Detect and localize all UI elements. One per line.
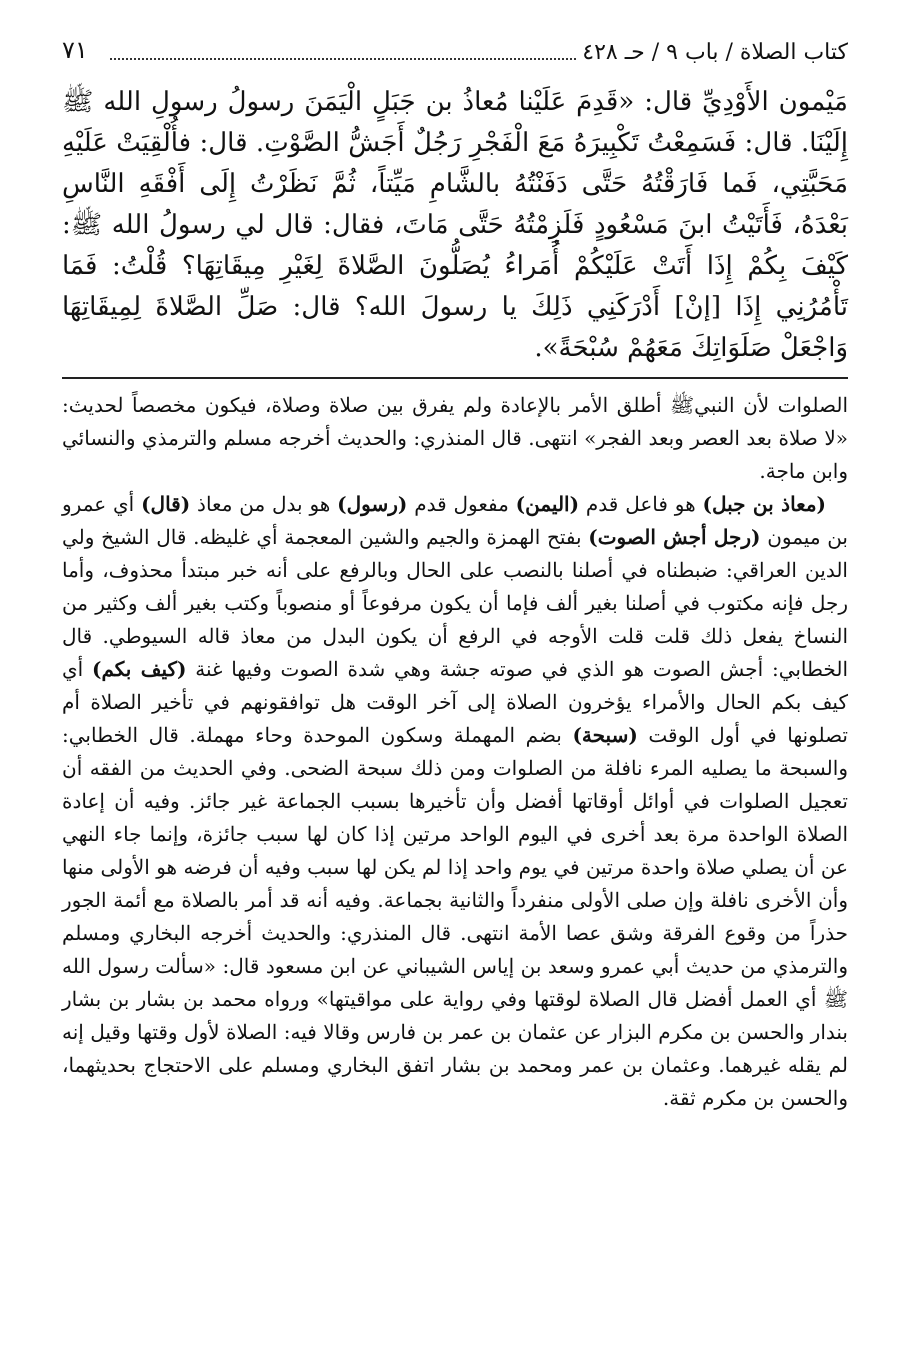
commentary bbox=[62, 389, 848, 1115]
commentary-paragraph bbox=[62, 389, 848, 488]
page-number: ٧١ bbox=[62, 36, 88, 64]
commentary-term: (رجل أجش الصوت) bbox=[588, 525, 761, 549]
hadith-paragraph: مَيْمون الأَوْدِيِّ قال: «قَدِمَ عَلَيْنا مُعاذُ بن جَبَلٍ الْيَمَنَ رسولُ رسولِ الله ﷺ إِلَيْنَا. قال: فَسَمِعْتُ تَكْبِيرَهُ مَعَ الْفَجْرِ رَجُلٌ أَجَشُّ الصَّوْتِ. قال: فأُلْقِيَتْ عَلَيْهِ مَحَبَّتِي، فَما فَارَقْتُهُ حَتَّى دَفَنْتُهُ بالشَّامِ مَيِّتاً، ثُمَّ نَظَرْتُ إِلَى أَفْقَهِ النَّاسِ بَعْدَهُ، فَأَتَيْتُ ابنَ مَسْعُودٍ فَلَزِمْتُهُ حَتَّى مَاتَ، فقال: قال لي رسولُ الله ﷺ: كَيْفَ بِكُمْ إِذَا أَتَتْ عَلَيْكُمْ أُمَراءُ يُصَلُّونَ الصَّلاةَ لِغَيْرِ مِيقَاتِهَا؟ قُلْتُ: فَمَا تَأْمُرُنِي إِذَا [إنْ] أَدْرَكَنِي ذَلِكَ يا رسولَ الله؟ قال: صَلِّ الصَّلاةَ لِمِيقَاتِهَا وَاجْعَلْ صَلَوَاتِكَ مَعَهُمْ سُبْحَةً». bbox=[62, 87, 848, 363]
commentary-text: أي عمرو بن ميمون bbox=[62, 492, 848, 549]
commentary-term: (كيف بكم) bbox=[91, 657, 187, 681]
running-header bbox=[62, 28, 848, 68]
commentary-text: أي كيف بكم الحال والأمراء يؤخرون الصلاة إلى آخر الوقت هل توافقونهم في تأخير الصلاة أم تصلونها في أول الوقت bbox=[62, 657, 848, 747]
commentary-term: (رسول) bbox=[337, 492, 408, 516]
commentary-text: هو بدل من معاذ bbox=[190, 492, 338, 516]
header-dot-leader bbox=[110, 58, 576, 60]
commentary-text: بضم المهملة وسكون الموحدة وحاء مهملة. قال الخطابي: والسبحة ما يصليه المرء نافلة من الصلوات ومن ذلك سبحة الضحى. وفي الحديث من الفقه أن تعجيل الصلوات في أوائل أوقاتها أفضل وأن تأخيرها بسبب الجماعة غير جائز. وفيه أن إعادة الصلاة الواحدة مرة بعد أخرى في اليوم الواحد مرتين إذا كان لها سبب جائزة، وإنما جاء النهي عن أن يصلي صلاة واحدة مرتين في يوم واحد إذا لم يكن لها سبب وفيه أن فرضه هو الأولى منها وأن الأخرى نافلة وإن صلى الأولى منفرداً والثانية بجماعة. وفيه أنه قد أمر بالصلاة مع أئمة الجور حذراً من وقوع الفرقة وشق عصا الأمة انتهى. قال المنذري: والحديث أخرجه البخاري ومسلم والترمذي من حديث أبي عمرو وسعد بن إياس الشيباني عن ابن مسعود قال: «سألت رسول الله ﷺ أي العمل أفضل قال الصلاة لوقتها وفي رواية على مواقيتها» ورواه محمد بن بشار بن بشار بندار والحسن بن مكرم البزار عن عثمان بن عمر بن فارس وقالا فيه: الصلاة لأول وقتها وقيل إنه لم يقله غيرهما. وعثمان بن عمر ومحمد بن بشار اتفق البخاري ومسلم على الاحتجاج بحديثهما، والحسن بن مكرم ثقة. bbox=[62, 723, 848, 1110]
hadith-text bbox=[62, 82, 848, 369]
commentary-paragraph bbox=[62, 488, 848, 1115]
commentary-term: (قال) bbox=[141, 492, 191, 516]
commentary-text: هو فاعل قدم bbox=[579, 492, 703, 516]
header-title: كتاب الصلاة / باب ٩ / حـ ٤٢٨ bbox=[582, 40, 848, 65]
commentary-text: الصلوات لأن النبيﷺ أطلق الأمر بالإعادة ولم يفرق بين صلاة وصلاة، فيكون مخصصاً لحديث: «لا صلاة بعد العصر وبعد الفجر» انتهى. قال المنذري: والحديث أخرجه مسلم والترمذي والنسائي وابن ماجة. bbox=[62, 393, 848, 483]
commentary-text: مفعول قدم bbox=[407, 492, 516, 516]
footnote-divider bbox=[62, 377, 848, 379]
commentary-term: (معاذ بن جبل) bbox=[702, 492, 826, 516]
commentary-text: بفتح الهمزة والجيم والشين المعجمة أي غليظه. قال الشيخ ولي الدين العراقي: ضبطناه في أصلنا بالنصب على الحال وبالرفع على أنه خبر مبتدأ محذوف، وأما رجل فإنه مكتوب في أصلنا بغير ألف فإما أن يكون مرفوعاً أو منصوباً وكتب بغير ألف وكثير من النساخ يفعل ذلك قلت قلت الأوجه في الرفع أن يكون البدل من معاذ قاله السيوطي. قال الخطابي: أجش الصوت هو الذي في صوته جشة وهي شدة الصوت وفيها غنة bbox=[62, 525, 848, 681]
book-page bbox=[62, 28, 848, 1115]
commentary-term: (سبحة) bbox=[572, 723, 638, 747]
commentary-term: (اليمن) bbox=[515, 492, 580, 516]
